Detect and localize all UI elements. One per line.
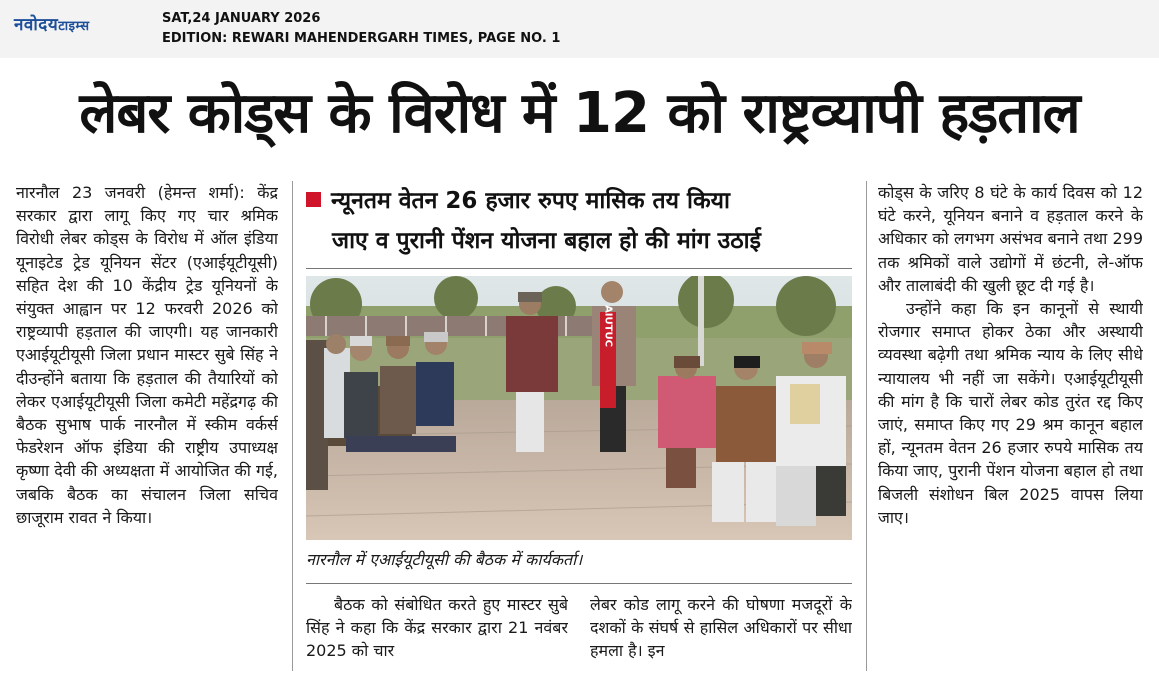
column-3-paragraph: लेबर कोड लागू करने की घोषणा मजदूरों के दशकों के संघर्ष से हासिल अधिकारों पर सीधा हमला है। इन	[590, 595, 852, 661]
column-divider-right	[866, 181, 867, 671]
column-1-paragraph: नारनौल 23 जनवरी (हेमन्त शर्मा): केंद्र सरकार द्वारा लागू किए गए चार श्रमिक विरोधी लेबर कोड्स के विरोध में ऑल इंडिया यूनाइटेड ट्रेड यूनियन सेंटर (एआईयूटीयूसी) सहित देश की 10 केंद्रीय ट्रेड यूनियनों के संयुक्त आह्वान पर 12 फरवरी 2026 को राष्ट्रव्यापी हड़ताल की जाएगी। यह जानकारी एआईयूटीयूसी जिला प्रधान मास्टर सुबे सिंह ने दीउन्होंने बताया कि हड़ताल की तैयारियों को लेकर एआईयूटीयूसी जिला कमेटी महेंद्रगढ़ की बैठक सुभाष पार्क नारनौल में स्कीम वर्कर्स फेडरेशन ऑफ इंडिया की राष्ट्रीय उपाध्यक्ष कृष्णा देवी की अध्यक्षता में आयोजित की गई, जबकि बैठक का संचालन जिला सचिव छाजूराम रावत ने किया।	[16, 183, 278, 527]
masthead-bar	[0, 0, 1159, 58]
column-4	[878, 181, 1143, 675]
headline: लेबर कोड्स के विरोध में 12 को राष्ट्रव्यापी हड़ताल	[79, 81, 1080, 146]
subheadline	[306, 181, 856, 261]
column-divider-left	[292, 181, 293, 671]
date-line: SAT,24 JANUARY 2026	[162, 11, 321, 26]
subhead-line-2: जाए व पुरानी पेंशन योजना बहाल हो की मांग उठाई	[332, 228, 761, 254]
caption-rule	[306, 583, 852, 584]
column-3	[590, 593, 852, 677]
newspaper-logo[interactable]	[14, 12, 90, 35]
subhead-rule	[306, 268, 852, 269]
edition-line: EDITION: REWARI MAHENDERGARH TIMES, PAGE NO. 1	[162, 31, 561, 46]
edition-meta	[162, 9, 560, 49]
column-2-paragraph: बैठक को संबोधित करते हुए मास्टर सुबे सिंह ने कहा कि केंद्र सरकार द्वारा 21 नवंबर 2025 को चार	[306, 595, 568, 661]
column-4-paragraph-1: कोड्स के जरिए 8 घंटे के कार्य दिवस को 12 घंटे करने, यूनियन बनाने व हड़ताल करने के अधिकार को लगभग असंभव बनाने तथा 299 तक श्रमिकों वाले उद्योगों में छंटनी, ले-ऑफ और तालाबंदी की खुली छूट दी गई है।	[878, 183, 1143, 295]
column-4-paragraph-2: उन्होंने कहा कि इन कानूनों से स्थायी रोजगार समाप्त होकर ठेका और अस्थायी व्यवस्था बढ़ेगी तथा श्रमिक न्याय के लिए सीधे न्यायालय भी नहीं जा सकेंगे। एआईयूटीयूसी की मांग है कि चारों लेबर कोड तुरंत रद्द किए जाएं, समाप्त किए गए 29 श्रम कानून बहाल हों, न्यूनतम वेतन 26 हजार रुपये मासिक तय किया जाए, पुरानी पेंशन योजना बहाल हो तथा बिजली संशोधन बिल 2025 वापस लिया जाए।	[878, 299, 1143, 527]
meeting-photo[interactable]	[306, 276, 852, 540]
subhead-line-1: न्यूनतम वेतन 26 हजार रुपए मासिक तय किया	[331, 188, 730, 214]
logo-sub-text: टाइम्स	[58, 19, 90, 34]
banner-text: AIUTUC	[602, 305, 614, 347]
logo-main-text: नवोदय	[14, 15, 59, 35]
photo-caption: नारनौल में एआईयूटीयूसी की बैठक में कार्यकर्ता।	[306, 550, 583, 569]
column-1	[16, 181, 278, 675]
red-bullet-icon	[306, 192, 321, 207]
column-2	[306, 593, 568, 677]
